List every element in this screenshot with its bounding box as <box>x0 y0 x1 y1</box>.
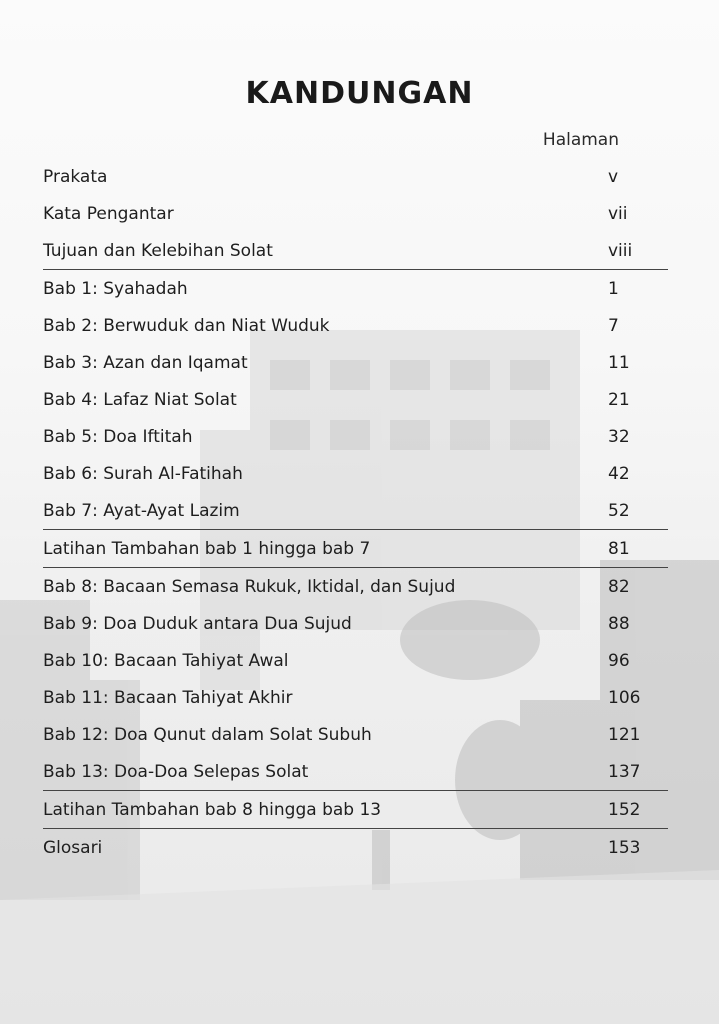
toc-entry-page: 152 <box>608 799 641 820</box>
toc-entry-page: 82 <box>608 576 630 597</box>
toc-entry-page: viii <box>608 240 633 261</box>
toc-entry-page: 88 <box>608 613 630 634</box>
toc-entry <box>43 829 668 866</box>
toc-entry-page: vii <box>608 203 628 224</box>
toc-entry <box>43 530 668 567</box>
page-column-header: Halaman <box>542 130 619 150</box>
toc-entry-page: 7 <box>608 315 619 336</box>
toc-entry-label: Latihan Tambahan bab 1 hingga bab 7 <box>43 538 371 559</box>
toc-entry <box>43 716 668 753</box>
toc-entry-label: Bab 10: Bacaan Tahiyat Awal <box>43 650 289 671</box>
toc-entry-page: 21 <box>608 389 630 410</box>
toc-entry <box>43 492 668 529</box>
toc-entry-page: 153 <box>608 837 641 858</box>
toc-entry-page: 32 <box>608 426 630 447</box>
toc-entry-label: Tujuan dan Kelebihan Solat <box>43 240 273 261</box>
toc-entry-label: Bab 4: Lafaz Niat Solat <box>43 389 237 410</box>
toc-entry <box>43 158 668 195</box>
toc-entry <box>43 679 668 716</box>
toc-entry-label: Kata Pengantar <box>43 203 174 224</box>
toc-entry-label: Bab 2: Berwuduk dan Niat Wuduk <box>43 315 330 336</box>
toc-entry <box>43 195 668 232</box>
toc-entry <box>43 418 668 455</box>
table-of-contents <box>43 158 668 866</box>
toc-entry-page: 96 <box>608 650 630 671</box>
toc-entry-label: Bab 9: Doa Duduk antara Dua Sujud <box>43 613 352 634</box>
toc-entry-label: Bab 13: Doa-Doa Selepas Solat <box>43 761 309 782</box>
toc-entry-label: Latihan Tambahan bab 8 hingga bab 13 <box>43 799 382 820</box>
toc-entry <box>43 307 668 344</box>
toc-entry-label: Glosari <box>43 837 103 858</box>
toc-entry <box>43 270 668 307</box>
toc-entry <box>43 381 668 418</box>
toc-entry <box>43 232 668 269</box>
toc-entry-page: 1 <box>608 278 619 299</box>
toc-entry <box>43 568 668 605</box>
toc-entry <box>43 455 668 492</box>
toc-entry <box>43 753 668 790</box>
toc-entry-label: Bab 1: Syahadah <box>43 278 188 299</box>
toc-entry-label: Bab 11: Bacaan Tahiyat Akhir <box>43 687 293 708</box>
toc-entry-page: 81 <box>608 538 630 559</box>
toc-entry-label: Bab 5: Doa Iftitah <box>43 426 193 447</box>
toc-entry-label: Bab 7: Ayat-Ayat Lazim <box>43 500 240 521</box>
toc-entry <box>43 642 668 679</box>
toc-entry <box>43 344 668 381</box>
toc-entry-label: Bab 8: Bacaan Semasa Rukuk, Iktidal, dan Sujud <box>43 576 456 597</box>
toc-entry-page: 137 <box>608 761 641 782</box>
toc-entry-page: 106 <box>608 687 641 708</box>
toc-entry-label: Bab 12: Doa Qunut dalam Solat Subuh <box>43 724 372 745</box>
page-title: KANDUNGAN <box>245 76 474 111</box>
toc-entry-label: Bab 3: Azan dan Iqamat <box>43 352 248 373</box>
toc-entry-label: Prakata <box>43 166 108 187</box>
toc-entry-label: Bab 6: Surah Al-Fatihah <box>43 463 243 484</box>
toc-entry-page: v <box>608 166 619 187</box>
toc-entry <box>43 605 668 642</box>
toc-entry-page: 121 <box>608 724 641 745</box>
toc-entry-page: 11 <box>608 352 630 373</box>
toc-entry-page: 42 <box>608 463 630 484</box>
toc-entry <box>43 791 668 828</box>
toc-entry-page: 52 <box>608 500 630 521</box>
